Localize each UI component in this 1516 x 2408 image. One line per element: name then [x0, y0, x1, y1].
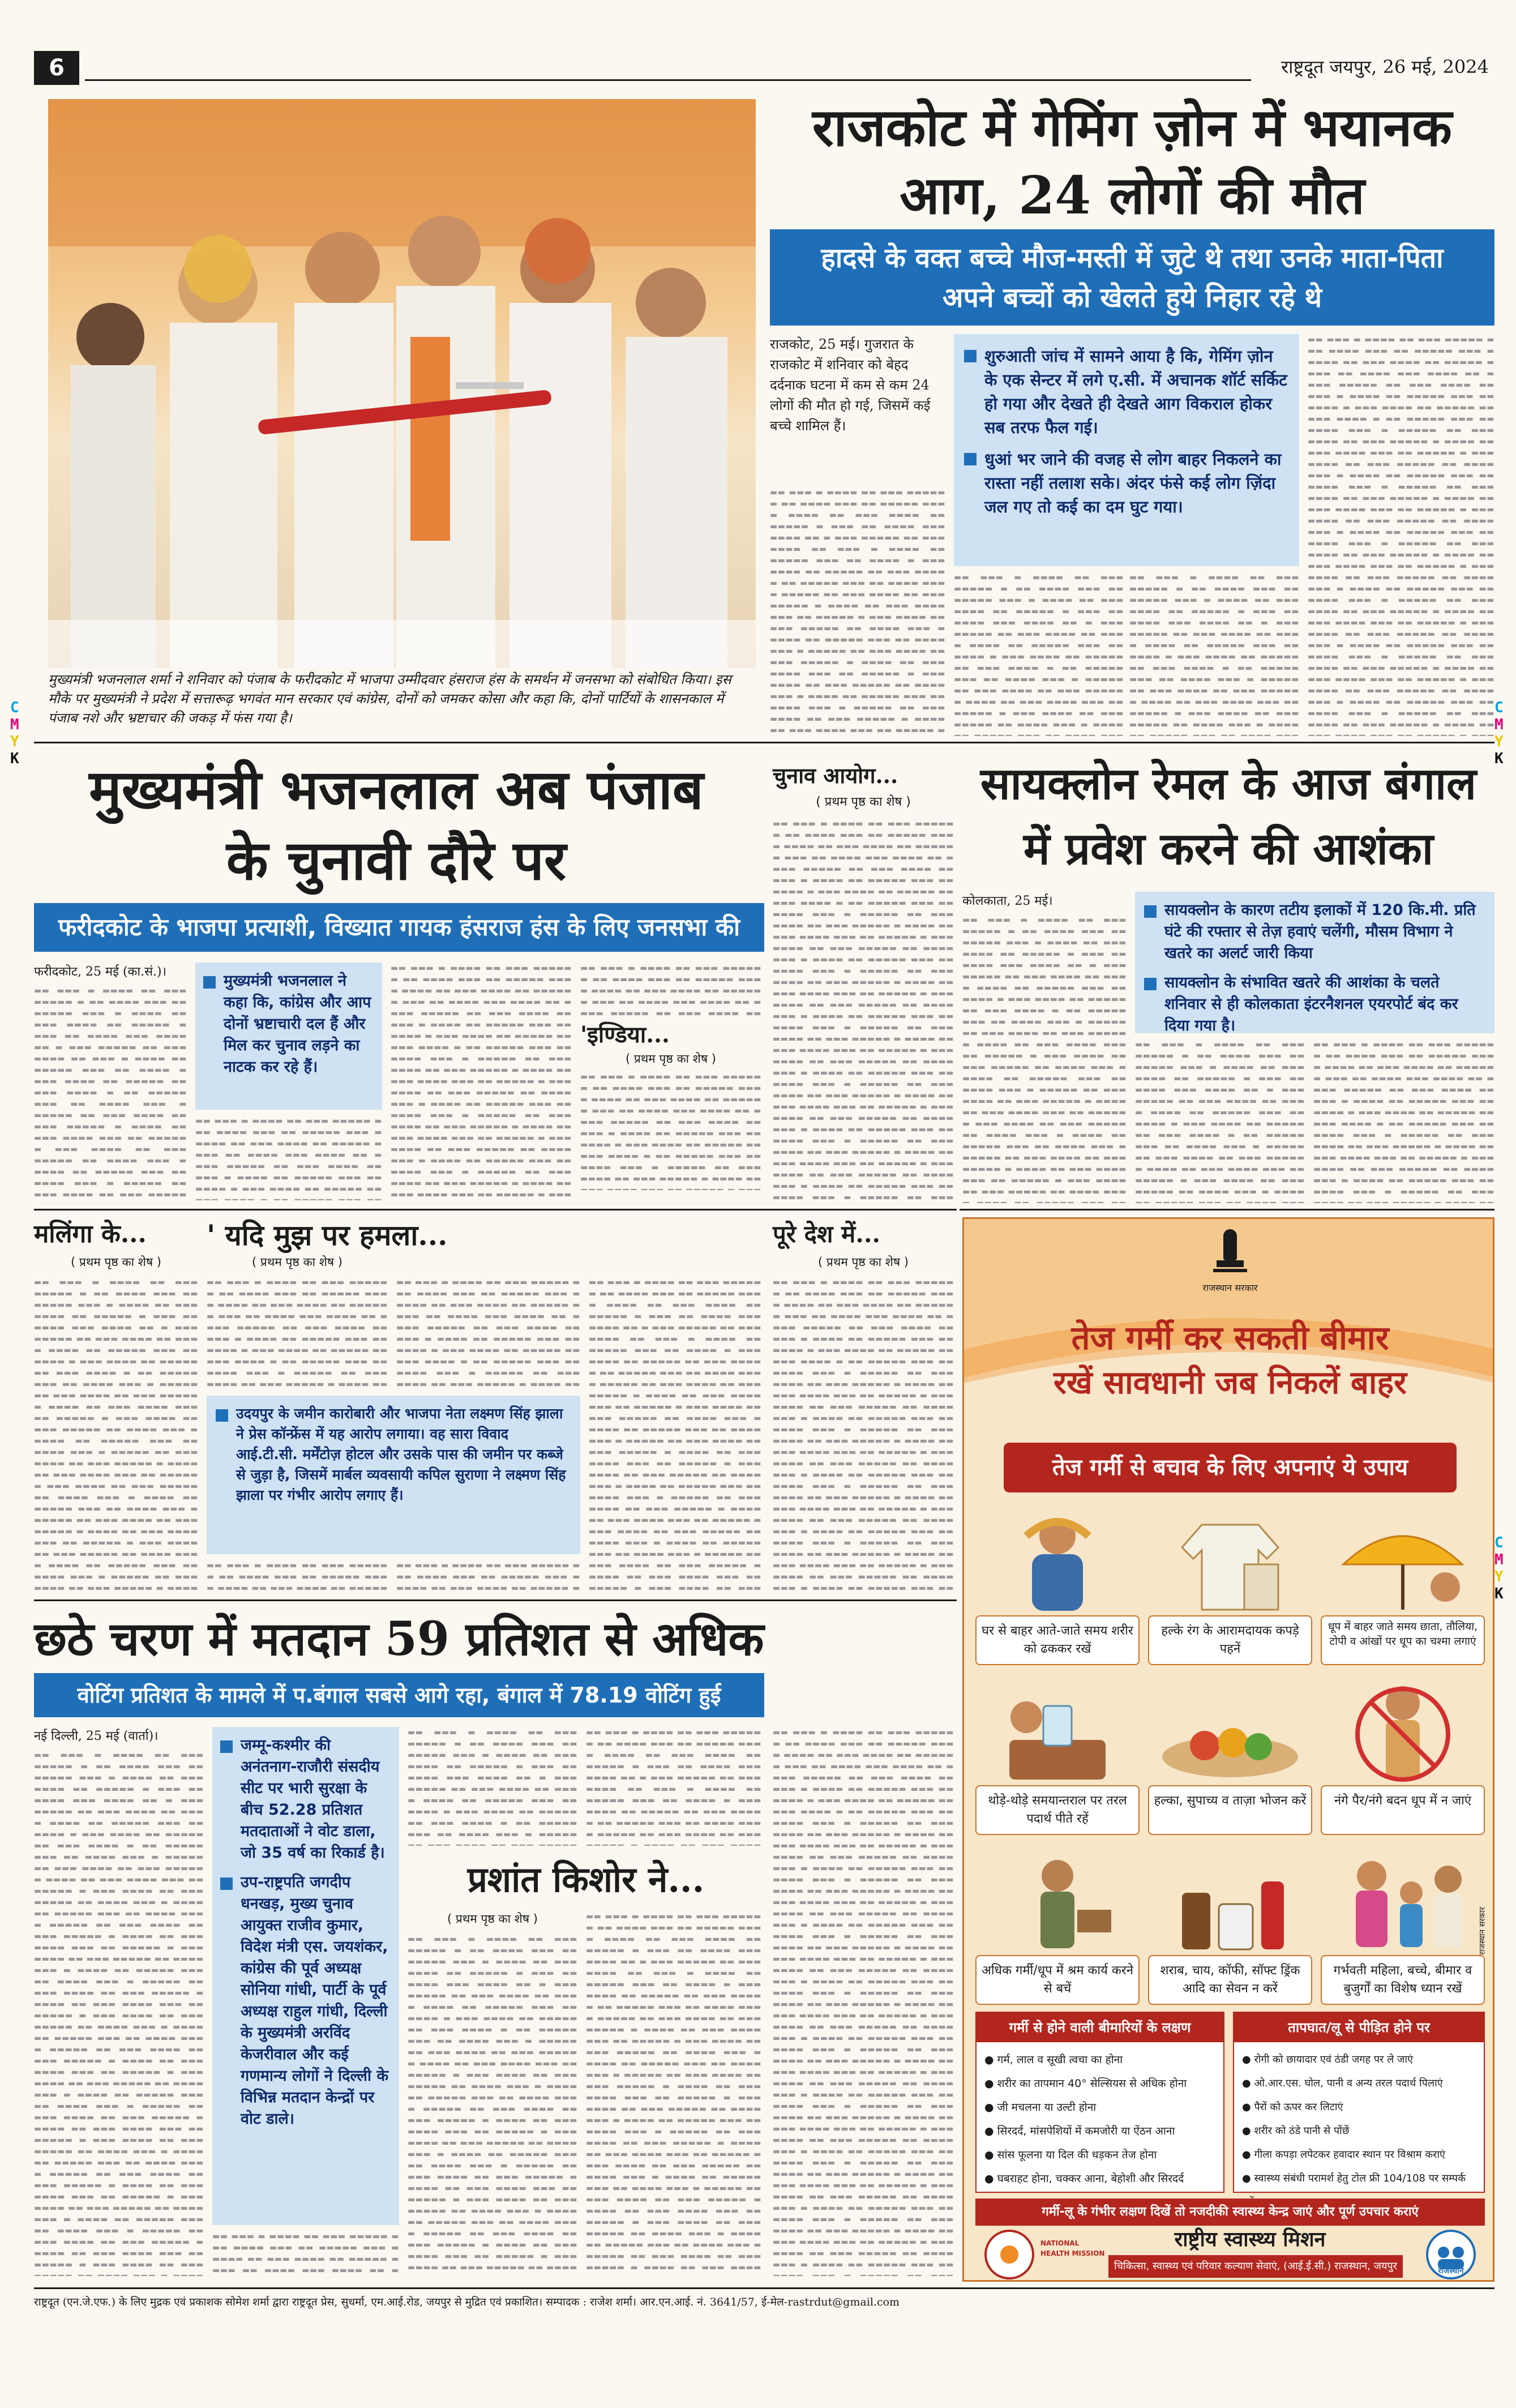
symptoms-list — [984, 2048, 1217, 2189]
care-item: ● पैरों को ऊपर कर लिटाएं — [1242, 2101, 1343, 2113]
avoid-drinks-icon — [1148, 1842, 1312, 1955]
india-jump-heading: 'इण्डिया... — [580, 1021, 670, 1048]
matdan-body-col-2 — [212, 2231, 399, 2276]
bhajan-headline-line-2: के चुनावी दौरे पर — [226, 828, 567, 892]
symptom-item: ● सांस फूलना या दिल की धड़कन तेज होना — [984, 2149, 1157, 2161]
hamla-body-col-5 — [589, 1277, 761, 1594]
bullet-square-icon — [220, 1740, 233, 1753]
gaming-body-col-2 — [954, 572, 1124, 736]
nhm-logo-text: NATIONAL HEALTH MISSION — [1040, 2239, 1105, 2257]
malinga-body — [34, 1277, 198, 1594]
tip-card — [1321, 1842, 1485, 2006]
india-jump-block — [580, 1019, 761, 1200]
cyclone-headline-line-1: सायक्लोन रेमल के आज बंगाल — [980, 758, 1477, 810]
malinga-continued: ( प्रथम पृष्ठ का शेष ) — [71, 1255, 161, 1269]
matdan-highlight-1: जम्मू-कश्मीर की अनंतनाग-राजौरी संसदीय सीट पर भारी सुरक्षा के बीच 52.28 प्रतिशत मतदाताओं ने वोट डाला, जो 35 वर्ष का रिकार्ड है। — [241, 1737, 385, 1862]
ad-headline-line-2: रखें सावधानी जब निकलें बाहर — [1054, 1365, 1407, 1401]
matdan-body-col-3 — [408, 1727, 577, 1846]
care-item: ● रोगी को छायादार एवं ठंडी जगह पर ले जाएं — [1242, 2054, 1414, 2065]
gaming-body-col-1 — [770, 487, 945, 736]
family-care-icon — [1321, 1842, 1485, 1955]
rally-photo-illustration — [48, 99, 756, 668]
bhajan-subhead: फरीदकोट के भाजपा प्रत्याशी, विख्यात गायक हंसराज हंस के लिए जनसभा की — [34, 903, 764, 952]
bullet-square-icon — [1144, 905, 1157, 918]
section-divider-4 — [34, 1599, 957, 1601]
cyclone-body-col-1 — [962, 914, 1127, 1203]
poore-continued: ( प्रथम पृष्ठ का शेष ) — [818, 1255, 909, 1269]
bhajan-body-col-2 — [195, 1115, 382, 1200]
care-item: ● गीला कपड़ा लपेटकर हवादार स्थान पर विश्राम कराएं — [1242, 2149, 1446, 2161]
cyclone-dateline: कोलकाता, 25 मई। — [962, 894, 1053, 908]
tip-card — [975, 1842, 1140, 2006]
tip-label: घर से बाहर आते-जाते समय शरीर को ढककर रखें — [975, 1615, 1140, 1665]
symptom-item: ● गर्म, लाल व सूखी त्वचा का होना — [984, 2054, 1123, 2066]
bullet-square-icon — [964, 350, 977, 362]
bhajan-highlight: मुख्यमंत्री भजनलाल ने कहा कि, कांग्रेस और आप दोनों भ्रष्टाचारी दल हैं और मिल कर चुनाव लड़ने का नाटक कर रहे हैं। — [224, 972, 371, 1076]
fresh-food-icon — [1148, 1672, 1312, 1785]
symptom-item: ● शरीर का तापमान 40° सेल्सियस से अधिक होना — [984, 2077, 1187, 2090]
hamla-highlight-box — [207, 1396, 580, 1554]
cyclone-body-col-2 — [1135, 1039, 1305, 1203]
section-divider-3 — [960, 1209, 1494, 1211]
light-clothes-icon — [1148, 1502, 1312, 1615]
matdan-subhead: वोटिंग प्रतिशत के मामले में प.बंगाल सबसे आगे रहा, बंगाल में 78.19 वोटिंग हुई — [34, 1673, 764, 1717]
tip-label: धूप में बाहर जाते समय छाता, तौलिया, टोपी व आंखों पर धूप का चश्मा लगाएं — [1321, 1615, 1485, 1665]
chunav-body — [773, 818, 954, 1203]
tip-label: शराब, चाय, कॉफी, सॉफ्ट ड्रिंक आदि का सेवन न करें — [1148, 1955, 1312, 2005]
tip-card — [1148, 1672, 1312, 1836]
symptoms-panel — [975, 2012, 1224, 2193]
matdan-body-col-1 — [34, 1750, 204, 2276]
prashant-continued: ( प्रथम पृष्ठ का शेष ) — [447, 1912, 538, 1926]
bullet-square-icon — [220, 1877, 233, 1890]
care-list — [1242, 2048, 1477, 2189]
tip-label: अधिक गर्मी/धूप में श्रम कार्य करने से बचें — [975, 1955, 1140, 2005]
bhajan-body-col-3 — [391, 963, 572, 1200]
footer-rule — [34, 2287, 1494, 2289]
gaming-highlight-2: धुआं भर जाने की वजह से लोग बाहर निकलने का रास्ता नहीं तलाश सके। अंदर फंसे कई लोग ज़िंदा जल गए तो कई का दम घुट गया। — [984, 450, 1282, 516]
gaming-lead-paragraph: राजकोट, 25 मई। गुजरात के राजकोट में शनिवार को बेहद दर्दनाक घटना में कम से कम 24 लोगों की मौत हो गई, जिसमें कई बच्चे शामिल हैं। — [770, 336, 931, 434]
gaming-subhead: हादसे के वक्त बच्चे मौज-मस्ती में जुटे थे तथा उनके माता-पिता अपने बच्चों को खेलते हुये निहार रहे थे — [770, 229, 1494, 326]
matdan-body-col-5 — [773, 1727, 954, 2276]
rajasthan-emblem-icon — [1207, 1229, 1253, 1280]
ad-side-credit: राजस्थान सरकार — [1478, 1907, 1487, 1955]
tip-label: गर्भवती महिला, बच्चे, बीमार व बुजुर्गों का विशेष ध्यान रखें — [1321, 1955, 1485, 2005]
matdan-headline: छठे चरण में मतदान 59 प्रतिशत से अधिक — [34, 1612, 764, 1666]
matdan-highlight-box — [212, 1727, 399, 2225]
masthead-rule — [85, 79, 1251, 81]
gaming-headline-line-2: आग, 24 लोगों की मौत — [900, 165, 1365, 226]
gaming-body-col-4 — [1308, 334, 1494, 736]
hamla-body-col-4 — [396, 1560, 580, 1594]
cyclone-highlight-box — [1135, 892, 1494, 1033]
hamla-jump-title: ' यदि मुझ पर हमला... — [207, 1218, 448, 1252]
cyclone-body-col-3 — [1313, 1039, 1494, 1203]
care-item: ● शरीर को ठंडे पानी से पोंछें — [1242, 2125, 1350, 2137]
gaming-body-col-3 — [1129, 572, 1299, 736]
matdan-body-col-4 — [586, 1727, 761, 1846]
prashant-headline: प्रशांत किशोर ने... — [467, 1859, 705, 1900]
photo-caption: मुख्यमंत्री भजनलाल शर्मा ने शनिवार को पंजाब के फरीदकोट में भाजपा उम्मीदवार हंसराज हंस के समर्थन में जनसभा को संबोधित किया। इस मौके पर मुख्यमंत्री ने प्रदेश में सत्तारूढ़ भगवंत मान सरकार एवं कांग्रेस, दोनों को जमकर कोसा और कहा कि, दोनों पार्टियों के शासनकाल में पंजाब नशे और भ्रष्टाचार की जकड़ में फंस गया है। — [48, 671, 731, 726]
barefoot-warning-icon — [1321, 1672, 1485, 1785]
matdan-dateline: नई दिल्ली, 25 मई (वार्ता)। — [34, 1729, 159, 1743]
bullet-square-icon — [1144, 978, 1157, 990]
ad-headline-line-1: तेज गर्मी कर सकती बीमार — [1071, 1319, 1389, 1357]
gaming-headline-line-1: राजकोट में गेमिंग ज़ोन में भयानक — [812, 97, 1452, 158]
hamla-highlight: उदयपुर के जमीन कारोबारी और भाजपा नेता लक्ष्मण सिंह झाला ने प्रेस कॉन्फ्रेंस में यह आरोप लगाया। वह सारा विवाद आई.टी.सी. मर्मेंटोज़ होटल और उसके पास की जमीन पर कब्जे से जुड़ा है, जिसमें मार्बल व्यवसायी कपिल सुराणा ने लक्ष्मण सिंह झाला पर गंभीर आरोप लगाए हैं। — [236, 1405, 566, 1503]
bullet-square-icon — [216, 1409, 228, 1422]
bhajan-highlight-box — [195, 963, 382, 1110]
tip-label: थोड़े-थोड़े समयान्तराल पर तरल पदार्थ पीते रहें — [975, 1785, 1140, 1835]
bhajan-dateline: फरीदकोट, 25 मई (का.सं.)। — [34, 965, 166, 979]
nhm-logo — [981, 2230, 1038, 2279]
rajasthan-logo-text: राजस्थान — [1438, 2266, 1464, 2276]
masthead-date: राष्ट्रदूत जयपुर, 26 मई, 2024 — [1281, 56, 1489, 78]
india-body — [580, 1071, 761, 1190]
hamla-body-col-3 — [207, 1560, 388, 1594]
cyclone-highlight-2: सायक्लोन के संभावित खतरे की आशंका के चलते शनिवार से ही कोलकाता इंटरनैशनल एयरपोर्ट बंद कर दिया गया है। — [1164, 974, 1458, 1034]
ad-warning-bar: गर्मी-लू के गंभीर लक्षण दिखें तो नजदीकी स्वास्थ्य केन्द्र जाएं और पूर्ण उपचार कराएं — [975, 2199, 1485, 2226]
bullet-square-icon — [964, 453, 977, 465]
section-divider — [34, 742, 1494, 743]
cmyk-marks-right-2: C M Y K — [1494, 1534, 1504, 1602]
cmyk-marks-left: C M Y K — [10, 699, 19, 767]
tip-card — [1148, 1842, 1312, 2006]
tip-card — [1321, 1672, 1485, 1836]
covered-body-icon — [975, 1502, 1140, 1615]
gaming-highlight-box — [954, 334, 1299, 566]
cyclone-highlight-1: सायक्लोन के कारण तटीय इलाकों में 120 कि.मी. प्रति घंटे की रफ्तार से तेज़ हवाएं चलेंगी, मौसम विभाग ने खतरे का अलर्ट जारी किया — [1164, 901, 1476, 962]
cmyk-marks-right: C M Y K — [1494, 699, 1504, 767]
care-item: ● ओ.आर.एस. घोल, पानी व अन्य तरल पदार्थ पिलाएं — [1242, 2077, 1443, 2089]
matdan-highlight-2: उप-राष्ट्रपति जगदीप धनखड़, मुख्य चुनाव आयुक्त राजीव कुमार, विदेश मंत्री एस. जयशंकर, कांग्रेस की पूर्व अध्यक्ष सोनिया गांधी, पार्टी के पूर्व अध्यक्ष राहुल गांधी, दिल्ली के मुख्यमंत्री अरविंद केजरीवाल और कई गणमान्य लोगों ने दिल्ली के विभिन्न मतदान केन्द्रों पर वोट डाले। — [241, 1874, 389, 2128]
tip-card — [1321, 1502, 1485, 1666]
rally-photo — [48, 99, 756, 668]
poore-body — [773, 1277, 954, 1594]
prashant-body-col-2 — [586, 1911, 761, 2276]
emblem-caption: राजस्थान सरकार — [1202, 1282, 1258, 1293]
symptoms-title: गर्मी से होने वाली बीमारियों के लक्षण — [977, 2013, 1223, 2042]
labour-worker-icon — [975, 1842, 1140, 1955]
india-continued: ( प्रथम पृष्ठ का शेष ) — [626, 1052, 716, 1066]
care-item: ● स्वास्थ्य संबंधी परामर्श हेतु टोल फ्री 104/108 पर सम्पर्क — [1242, 2172, 1466, 2184]
symptom-item: ● घबराहट होना, चक्कर आना, बेहोशी और सिरदर्द — [984, 2172, 1184, 2185]
care-panel — [1233, 2012, 1485, 2193]
hamla-body-col-2 — [396, 1277, 580, 1390]
ad-banner: तेज गर्मी से बचाव के लिए अपनाएं ये उपाय — [1004, 1443, 1457, 1492]
cyclone-headline-line-2: में प्रवेश करने की आशंका — [1023, 823, 1434, 875]
chunav-continued: ( प्रथम पृष्ठ का शेष ) — [816, 795, 911, 809]
tips-grid — [975, 1502, 1485, 2006]
tip-card — [1148, 1502, 1312, 1666]
drinking-water-icon — [975, 1672, 1140, 1785]
gaming-highlight-1: शुरुआती जांच में सामने आया है कि, गेमिंग ज़ोन के एक सेन्टर में लगे ए.सी. में अचानक शॉर्ट सर्किट हो गया और देखते ही देखते आग विकराल होकर सब तरफ फैल गई। — [984, 347, 1287, 437]
health-advertisement — [962, 1217, 1494, 2282]
symptom-item: ● सिरदर्द, मांसपेशियों में कमजोरी या ऐंठन आना — [984, 2125, 1175, 2137]
ad-mission-title: राष्ट्रीय स्वास्थ्य मिशन — [1174, 2228, 1326, 2251]
tip-card — [975, 1502, 1140, 1666]
ad-department: चिकित्सा, स्वास्थ्य एवं परिवार कल्याण सेवाएं, (आई.ई.सी.) राजस्थान, जयपुर — [1108, 2255, 1403, 2278]
tip-label: हल्के रंग के आरामदायक कपड़े पहनें — [1148, 1615, 1312, 1665]
umbrella-icon — [1321, 1502, 1485, 1615]
symptom-item: ● जी मचलना या उल्टी होना — [984, 2101, 1097, 2114]
bhajan-body-col-1 — [34, 985, 187, 1200]
bhajan-headline-line-1: मुख्यमंत्री भजनलाल अब पंजाब — [89, 758, 704, 822]
hamla-continued: ( प्रथम पृष्ठ का शेष ) — [252, 1255, 342, 1269]
prashant-body-col-1 — [408, 1934, 577, 2276]
bullet-square-icon — [203, 976, 216, 989]
chunav-jump-title: चुनाव आयोग... — [773, 763, 898, 788]
hamla-body-col-1 — [207, 1277, 388, 1390]
tip-card — [975, 1672, 1140, 1836]
tip-label: नंगे पैर/नंगे बदन धूप में न जाएं — [1321, 1785, 1485, 1835]
tip-label: हल्का, सुपाच्य व ताज़ा भोजन करें — [1148, 1785, 1312, 1835]
section-divider-2 — [34, 1209, 957, 1211]
poore-jump-title: पूरे देश में... — [773, 1220, 881, 1248]
malinga-jump-title: मलिंगा के... — [34, 1220, 147, 1248]
page-number: 6 — [34, 51, 79, 85]
care-title: तापघात/लू से पीड़ित होने पर — [1234, 2013, 1484, 2042]
footer-imprint: राष्ट्रदूत (एन.जे.एफ.) के लिए मुद्रक एवं प्रकाशक सोमेश शर्मा द्वारा राष्ट्रदूत प्रेस, सुधर्मा, एम.आई.रोड, जयपुर से मुद्रित एवं प्रकाशित। सम्पादक : राजेश शर्मा। आर.एन.आई. नं. 3641/57, ई-मेल-rastrdut@gmail.com — [34, 2296, 900, 2308]
